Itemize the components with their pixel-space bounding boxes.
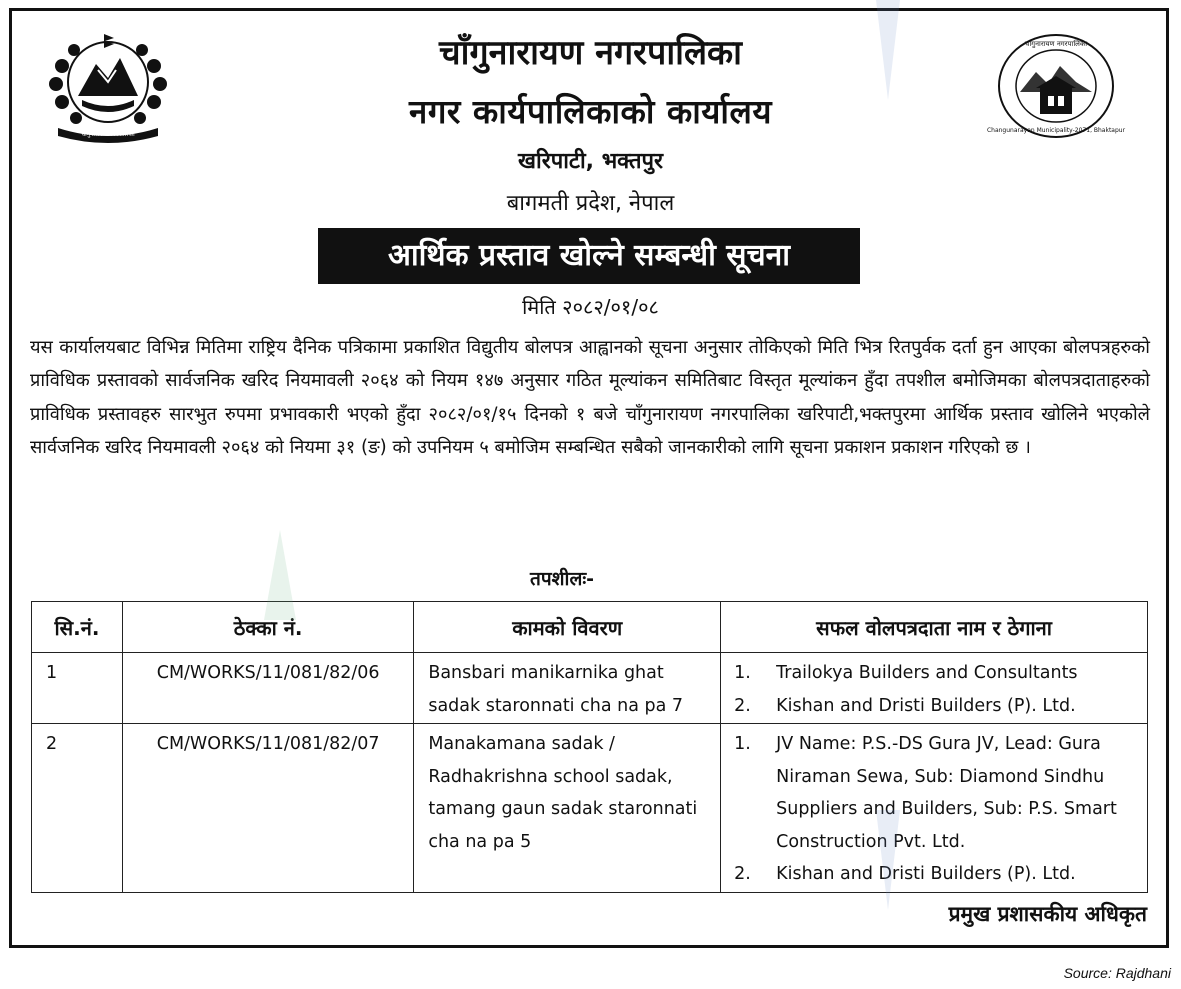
notice-title: आर्थिक प्रस्ताव खोल्ने सम्बन्धी सूचना [387, 238, 791, 273]
notice-date: मिति २०८२/०१/०८ [522, 295, 659, 319]
bidder-number: 1. [734, 663, 751, 683]
serial-no-cell: 1 [32, 653, 123, 724]
table-header-row [32, 602, 1148, 653]
bidder-item [722, 728, 1146, 858]
details-label: तपशीलः- [530, 568, 595, 590]
svg-text:चाँगुनारायण नगरपालिका: चाँगुनारायण नगरपालिका [1024, 40, 1088, 48]
office-province: बागमती प्रदेश, नेपाल [506, 191, 675, 216]
bidder-item [722, 690, 1146, 723]
bidder-item [722, 657, 1146, 690]
bidder-number: 1. [734, 734, 751, 754]
work-description-cell: Bansbari manikarnika ghat sadak staronnati cha na pa 7 [414, 653, 721, 724]
office-name: नगर कार्यपालिकाको कार्यालय [409, 92, 772, 131]
header-serial-no: सि.नं. [32, 602, 123, 653]
notice-body: यस कार्यालयबाट विभिन्न मितिमा राष्ट्रिय दैनिक पत्रिकामा प्रकाशित विद्युतीय बोलपत्र आह्वानको सूचना अनुसार तोकिएको मिति भित्र रितपुर्वक दर्ता हुन आएका बोलपत्रहरुको प्राविधिक प्रस्तावको सार्वजनिक खरिद नियमावली २०६४ को नियम १४७ अनुसार गठित मूल्यांकन समितिबाट विस्तृत मूल्यांकन हुँदा तपशील बमोजिमका बोलपत्रदाताहरुको प्राविधिक प्रस्तावहरु सारभुत रुपमा प्रभावकारी भएको हुँदा २०८२/०१/१५ दिनको १ बजे चाँगुनारायण नगरपालिका खरिपाटी,भक्तपुरमा आर्थिक प्रस्ताव खोलिने भएकोले सार्वजनिक खरिद नियमावली २०६४ को नियमा ३१ (ङ) को उपनियम ५ बमोजिम सम्बन्धित सबैको जानकारीको लागि सूचना प्रकाशन प्रकाशन गरिएको छ । [30, 337, 1150, 458]
bidder-cell [721, 653, 1148, 724]
contract-no-cell: CM/WORKS/11/081/82/06 [122, 653, 413, 724]
watermark-arrow-icon [868, 0, 908, 110]
table-row [32, 653, 1148, 724]
header-contract-no: ठेक्का नं. [122, 602, 413, 653]
header-work-description: कामको विवरण [414, 602, 721, 653]
organization-name: चाँगुनारायण नगरपालिका [439, 33, 742, 73]
contract-no-cell: CM/WORKS/11/081/82/07 [122, 724, 413, 893]
bidder-number: 2. [734, 864, 751, 884]
bidder-item [722, 858, 1146, 891]
tender-table [31, 601, 1148, 893]
bidder-cell [721, 724, 1148, 893]
source-credit: Source: Rajdhani [1063, 965, 1171, 981]
office-location: खरिपाटी, भक्तपुर [518, 149, 663, 174]
bidder-name: Kishan and Dristi Builders (P). Ltd. [776, 864, 1076, 884]
bidder-name: JV Name: P.S.-DS Gura JV, Lead: Gura Niraman Sewa, Sub: Diamond Sindhu Suppliers and Builders, Sub: P.S. Smart Construction Pvt. Ltd. [776, 734, 1117, 852]
work-description-cell: Manakamana sadak / Radhakrishna school sadak, tamang gaun sadak staronnati cha na pa 5 [414, 724, 721, 893]
header-successful-bidder: सफल वोलपत्रदाता नाम र ठेगाना [721, 602, 1148, 653]
signatory-title: प्रमुख प्रशासकीय अधिकृत [948, 902, 1147, 926]
notice-title-banner [318, 228, 860, 284]
bidder-name: Trailokya Builders and Consultants [776, 663, 1078, 683]
svg-text:Changunarayan Municipality-207: Changunarayan Municipality-2071, Bhaktapur [986, 127, 1126, 134]
watermark-arrow-icon [868, 810, 908, 920]
bidder-name: Kishan and Dristi Builders (P). Ltd. [776, 695, 1076, 716]
bidder-number: 2. [734, 695, 751, 716]
table-row [32, 724, 1148, 893]
watermark-arrow-icon [262, 530, 298, 640]
svg-text:चाँगुनारायण नगरपालिका: चाँगुनारायण नगरपालिका [81, 131, 135, 138]
serial-no-cell: 2 [32, 724, 123, 893]
